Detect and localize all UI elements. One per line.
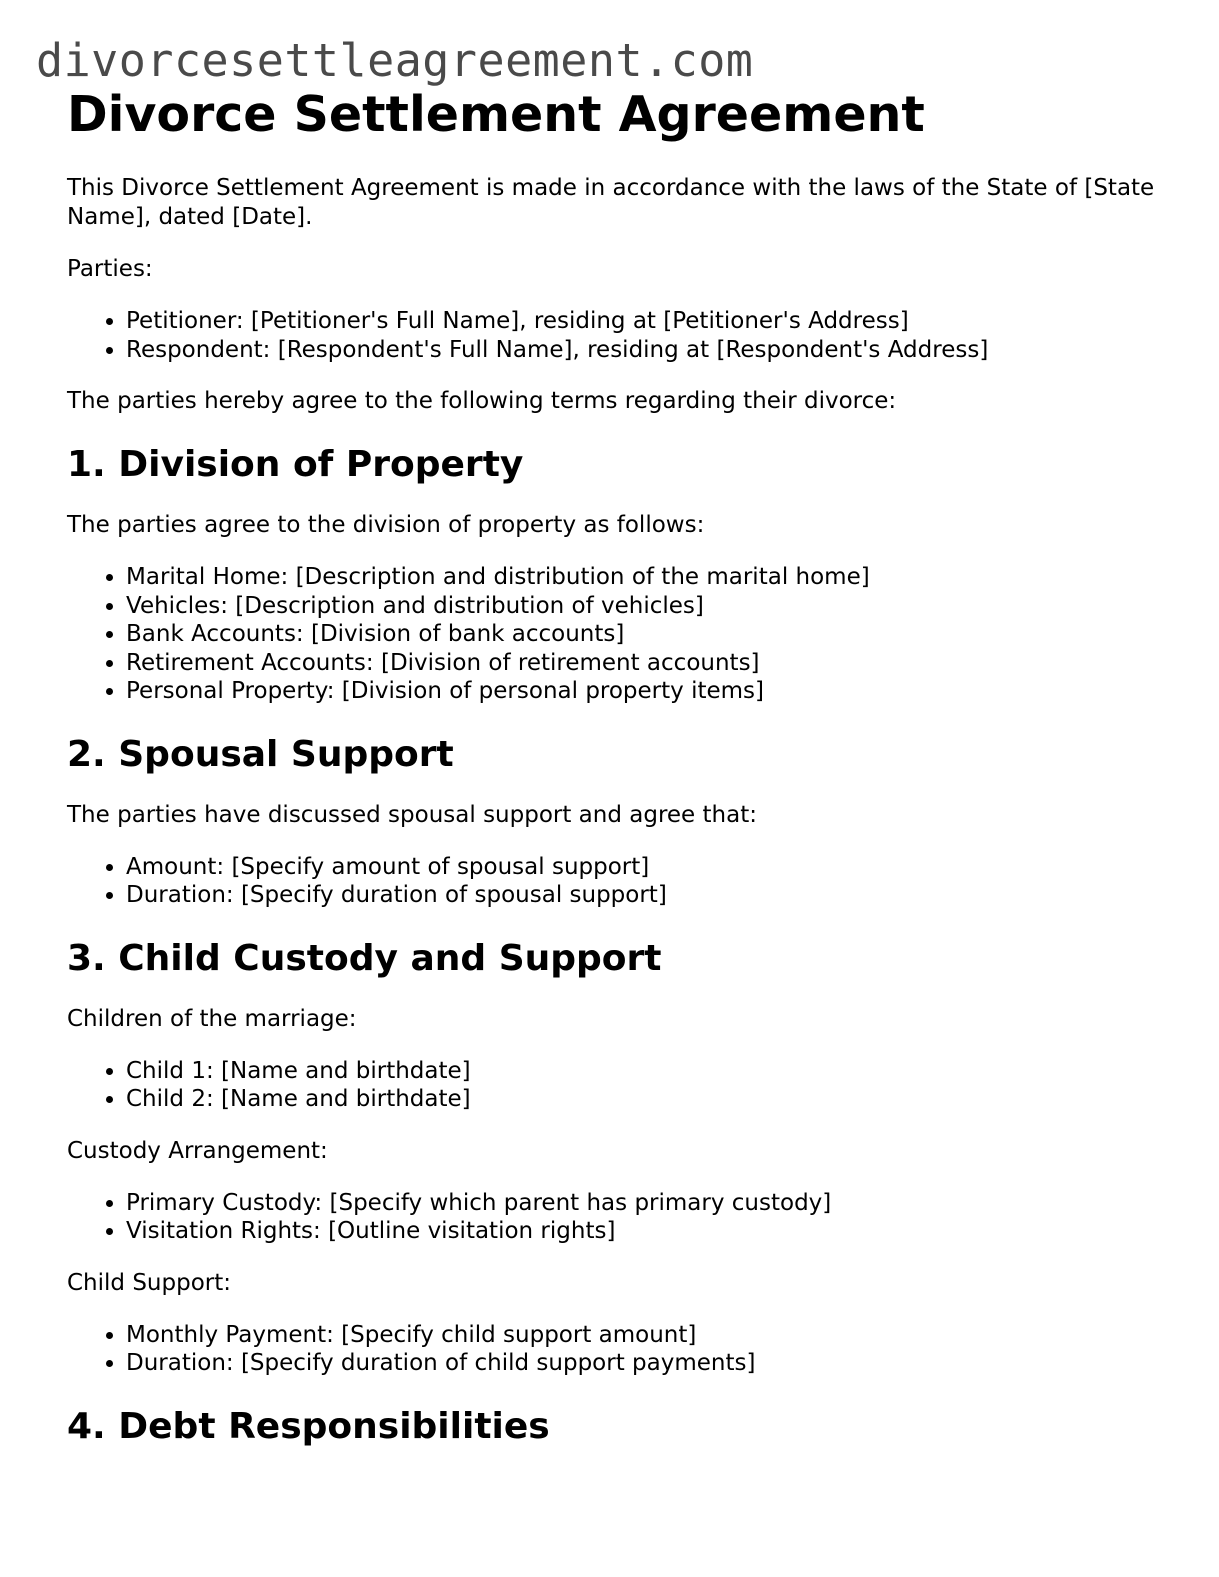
list-item: • Amount: [Specify amount of spousal support] <box>126 853 1177 882</box>
custody-list <box>67 1189 1177 1246</box>
document-title: Divorce Settlement Agreement <box>67 86 925 143</box>
site-watermark: divorcesettleagreement.com <box>36 34 754 87</box>
list-item: • Child 1: [Name and birthdate] <box>126 1057 1177 1086</box>
section-heading-child-custody: 3. Child Custody and Support <box>67 937 662 979</box>
list-item: • Duration: [Specify duration of spousal support] <box>126 881 1177 910</box>
property-list <box>67 563 1177 706</box>
parties-label: Parties: <box>67 256 153 282</box>
agree-paragraph: The parties hereby agree to the following terms regarding their divorce: <box>67 388 897 414</box>
list-item: • Visitation Rights: [Outline visitation rights] <box>126 1217 1177 1246</box>
property-intro: The parties agree to the division of property as follows: <box>67 512 705 538</box>
parties-list <box>67 307 1177 364</box>
child-support-list <box>67 1321 1177 1378</box>
list-item: • Primary Custody: [Specify which parent has primary custody] <box>126 1189 1177 1218</box>
party-respondent: • Respondent: [Respondent's Full Name], residing at [Respondent's Address] <box>126 336 1177 365</box>
spousal-support-intro: The parties have discussed spousal support and agree that: <box>67 801 757 828</box>
list-item: • Personal Property: [Division of personal property items] <box>126 677 1177 706</box>
list-item: • Vehicles: [Description and distribution of vehicles] <box>126 592 1177 621</box>
spousal-support-list <box>67 853 1177 910</box>
list-item: • Child 2: [Name and birthdate] <box>126 1085 1177 1114</box>
list-item: • Monthly Payment: [Specify child support amount] <box>126 1321 1177 1350</box>
list-item: • Retirement Accounts: [Division of retirement accounts] <box>126 649 1177 678</box>
section-heading-property: 1. Division of Property <box>67 444 524 485</box>
list-item: • Duration: [Specify duration of child support payments] <box>126 1349 1177 1378</box>
section-heading-debt: 4. Debt Responsibilities <box>67 1405 550 1447</box>
children-label: Children of the marriage: <box>67 1005 357 1032</box>
document-body <box>67 86 1177 1473</box>
list-item: • Marital Home: [Description and distribution of the marital home] <box>126 563 1177 592</box>
children-list <box>67 1057 1177 1114</box>
section-heading-spousal-support: 2. Spousal Support <box>67 733 454 775</box>
list-item: • Bank Accounts: [Division of bank accounts] <box>126 620 1177 649</box>
party-petitioner: • Petitioner: [Petitioner's Full Name], residing at [Petitioner's Address] <box>126 307 1177 336</box>
intro-paragraph: This Divorce Settlement Agreement is made in accordance with the laws of the State of [State Name], dated [Date]. <box>67 175 1155 230</box>
custody-label: Custody Arrangement: <box>67 1137 328 1164</box>
child-support-label: Child Support: <box>67 1269 231 1296</box>
